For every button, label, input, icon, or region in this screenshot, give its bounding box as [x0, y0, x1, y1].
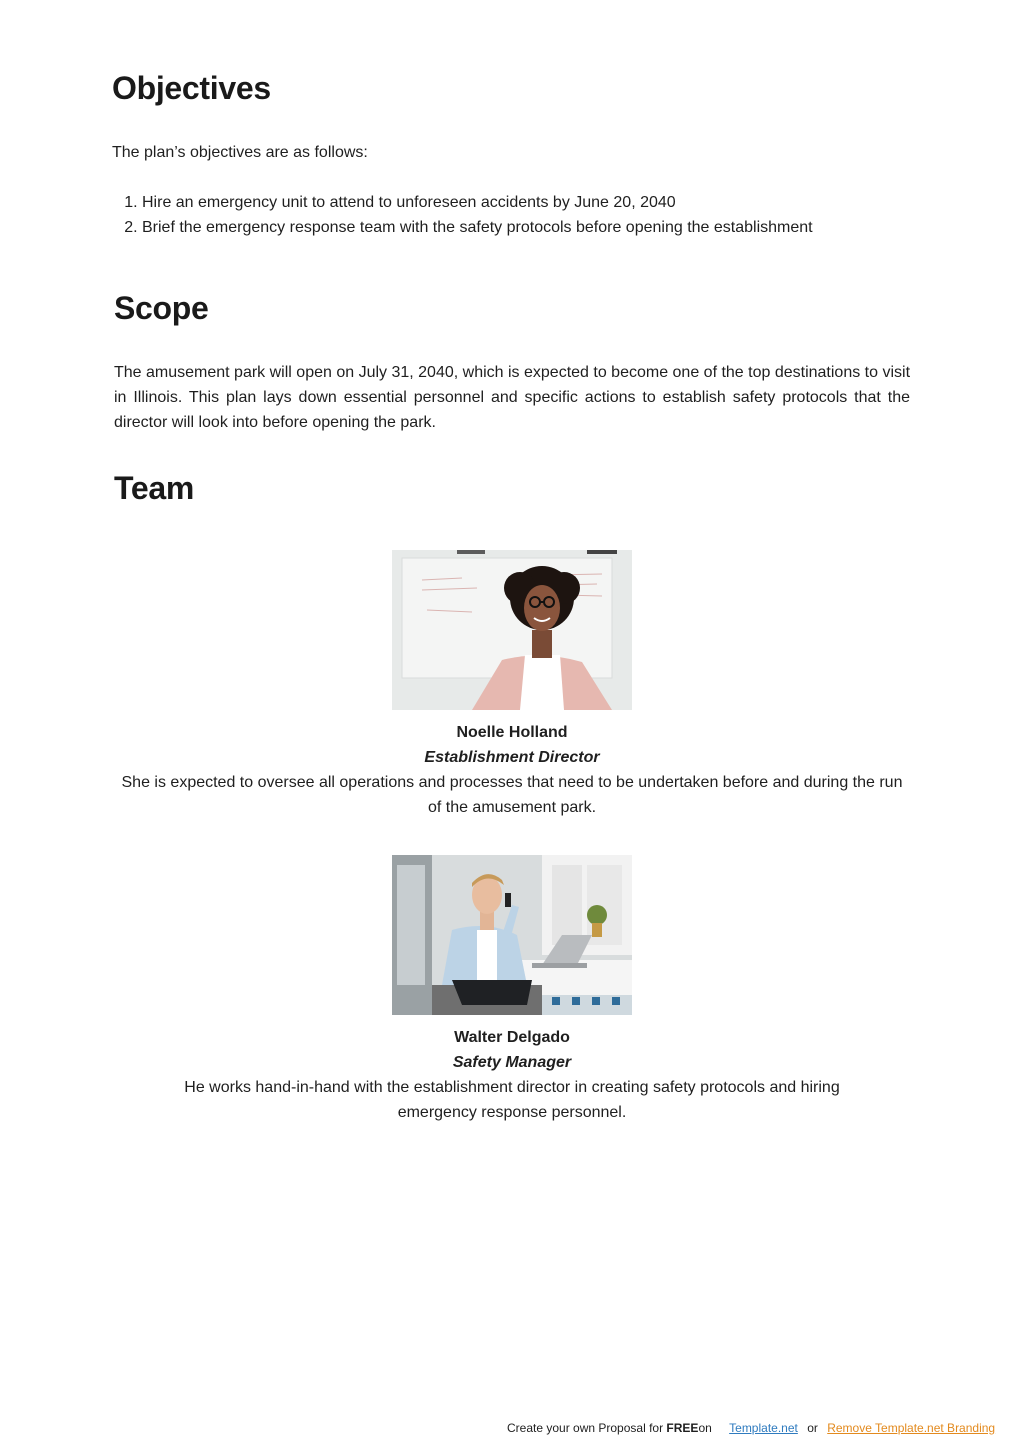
- scope-heading: Scope: [114, 290, 209, 326]
- objectives-list: [112, 190, 922, 240]
- remove-branding-link[interactable]: Remove Template.net Branding: [827, 1421, 996, 1435]
- scope-paragraph: The amusement park will open on July 31, 2040, which is expected to become one of the top destinations to visit in Illinois. This plan lays down essential personnel and specific actions to establish safety protocols that the director will look into before opening the park.: [114, 364, 911, 431]
- footer-or-text: or: [807, 1421, 818, 1435]
- team-member-description: She is expected to oversee all operations and processes that need to be undertaken before and during the run of the amusement park.: [121, 774, 903, 816]
- team-member-name: Walter Delgado: [454, 1029, 570, 1046]
- team-member-role: Safety Manager: [452, 1054, 572, 1071]
- footer-free-text: FREE: [666, 1421, 699, 1435]
- branding-footer: [507, 1419, 995, 1437]
- objectives-heading: Objectives: [112, 70, 271, 106]
- team-member-name: Noelle Holland: [456, 724, 568, 741]
- list-item: 1. Hire an emergency unit to attend to unforeseen accidents by June 20, 2040: [142, 190, 922, 215]
- team-member-photo: [392, 550, 632, 710]
- footer-on-text: on: [698, 1421, 712, 1435]
- team-member-card: [114, 855, 910, 1125]
- woman-portrait-image: [392, 550, 632, 710]
- footer-prefix-text: Create your own Proposal for: [507, 1421, 667, 1435]
- list-item: 2. Brief the emergency response team with the safety protocols before opening the establishment: [142, 215, 922, 240]
- team-member-role: Establishment Director: [424, 749, 600, 766]
- objectives-intro: The plan’s objectives are as follows:: [112, 144, 368, 161]
- template-net-link[interactable]: Template.net: [729, 1421, 798, 1435]
- team-member-photo: [392, 855, 632, 1015]
- team-member-description: He works hand-in-hand with the establishment director in creating safety protocols and hiring emergency response personnel.: [184, 1079, 840, 1121]
- man-portrait-image: [392, 855, 632, 1015]
- team-heading: Team: [114, 470, 195, 506]
- team-member-card: [114, 550, 910, 820]
